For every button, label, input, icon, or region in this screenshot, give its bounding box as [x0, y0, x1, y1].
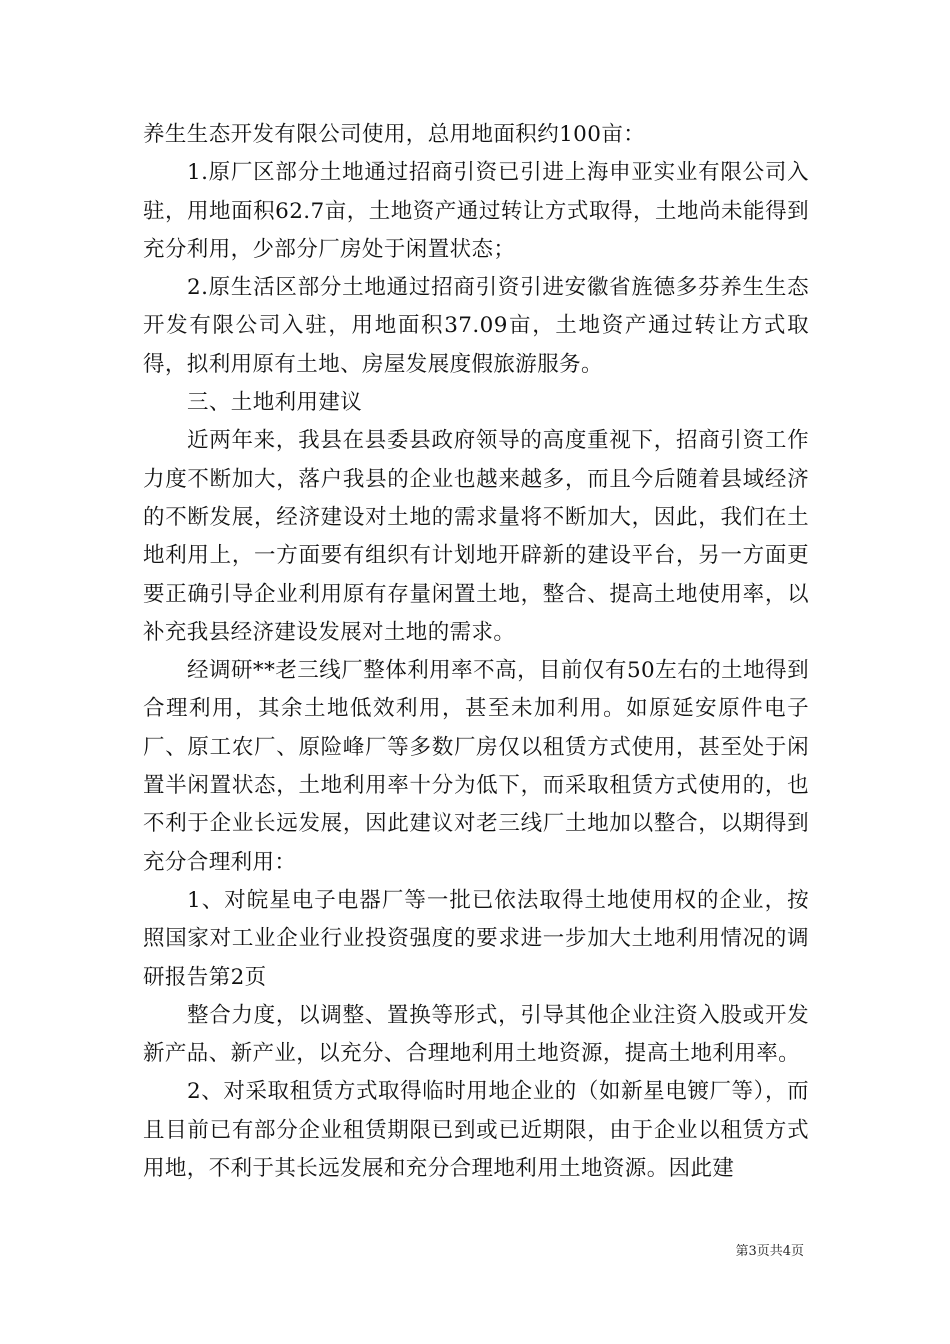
- page-number: 第3页共4页: [735, 1244, 804, 1259]
- paragraph-8: 整合力度，以调整、置换等形式，引导其他企业注资入股或开发新产品、新产业，以充分、合理地利用土地资源，提高土地利用率。: [143, 1002, 809, 1067]
- paragraph-5: 近两年来，我县在县委县政府领导的高度重视下，招商引资工作力度不断加大，落户我县的企业也越来越多，而且今后随着县域经济的不断发展，经济建设对土地的需求量将不断加大，因此，我们在土地利用上，一方面要有组织有计划地开辟新的建设平台，另一方面更要正确引导企业利用原有存量闲置土地，整合、提高土地使用率，以补充我县经济建设发展对土地的需求。: [143, 428, 809, 645]
- paragraph-2: 1.原厂区部分土地通过招商引资已引进上海申亚实业有限公司入驻，用地面积62.7亩，土地资产通过转让方式取得，土地尚未能得到充分利用，少部分厂房处于闲置状态；: [143, 160, 809, 262]
- document-body: [143, 116, 809, 1188]
- paragraph-7: 1、对皖星电子电器厂等一批已依法取得土地使用权的企业，按照国家对工业企业行业投资强度的要求进一步加大土地利用情况的调研报告第2页: [143, 887, 809, 990]
- section-heading: 三、土地利用建议: [187, 390, 363, 416]
- paragraph-6: 经调研**老三线厂整体利用率不高，目前仅有50左右的土地得到合理利用，其余土地低效利用，甚至未加利用。如原延安原件电子厂、原工农厂、原险峰厂等多数厂房仅以租赁方式使用，甚至处于闲置半闲置状态，土地利用率十分为低下，而采取租赁方式使用的，也不利于企业长远发展，因此建议对老三线厂土地加以整合，以期得到充分合理利用：: [143, 658, 809, 875]
- paragraph-3: 2.原生活区部分土地通过招商引资引进安徽省旌德多芬养生生态开发有限公司入驻，用地面积37.09亩，土地资产通过转让方式取得，拟利用原有土地、房屋发展度假旅游服务。: [143, 275, 809, 377]
- paragraph-1: 养生生态开发有限公司使用，总用地面积约100亩：: [143, 122, 646, 147]
- paragraph-9: 2、对采取租赁方式取得临时用地企业的（如新星电镀厂等），而且目前已有部分企业租赁期限已到或已近期限，由于企业以租赁方式用地，不利于其长远发展和充分合理地利用土地资源。因此建: [143, 1079, 809, 1182]
